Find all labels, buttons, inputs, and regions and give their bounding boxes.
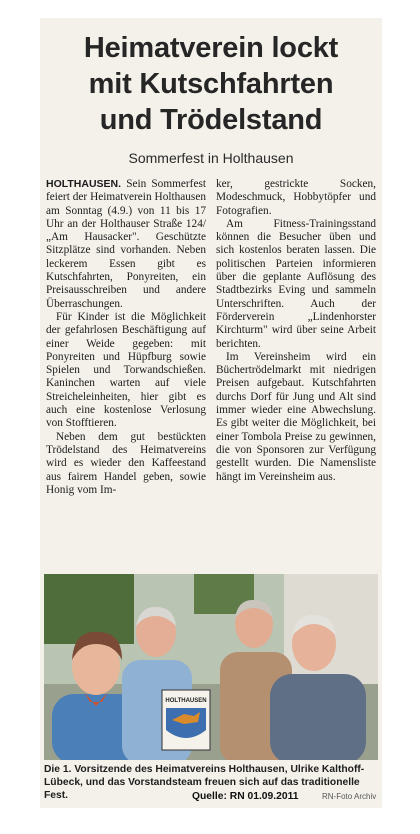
paragraph: Im Vereinsheim wird ein Büchertrödelmarkt mit niedrigen Preisen aufgebaut. Kutschfahrten durchs Dorf für Jung und Alt sind immer wieder eine Abwechslung. Es gibt weiter die Möglichkeit, bei einer Tombola Preise zu gewinnen, die von Sponsoren zur Verfügung gestellt wurden. Die Namensliste hängt im Vereinsheim aus. <box>216 350 376 483</box>
subheadline: Sommerfest in Holthausen <box>128 150 294 166</box>
photo-credit: RN-Foto Archiv <box>322 792 377 801</box>
paragraph: Am Fitness-Trainingsstand können die Besucher üben und sich kostenlos beraten lassen. Die politischen Parteien informieren über die geplante Auflösung des Stadtbezirks Eving und sammeln Unterschriften. Auch der Förderverein „Lindenhorster Kirchturm" wird über seine Arbeit berichten. <box>216 217 376 350</box>
headline-line-1: Heimatverein lockt <box>83 32 339 64</box>
article-column-2 <box>216 178 376 562</box>
group-photo <box>44 574 378 760</box>
photo-caption: Die 1. Vorsitzende des Heimatvereins Holthausen, Ulrike Kalthoff-Lübeck, und das Vorstandsteam freuen sich auf das traditionelle Fest. <box>44 764 365 801</box>
article-body <box>46 178 376 562</box>
source-note: Quelle: RN 01.09.2011 <box>192 791 299 802</box>
paragraph <box>46 178 206 311</box>
dateline: HOLTHAUSEN. <box>46 178 122 190</box>
paragraph: Für Kinder ist die Möglichkeit der gefahrlosen Beschäftigung auf einer Weide gegeben: mit Ponyreiten und Hüpfburg sowie Spielen und Torwandschießen. Kaninchen warten auf viele Streicheleinheiten, hier gibt es auch eine kostenlose Verlosung von Stofftieren. <box>46 310 206 430</box>
headline-line-3: und Trödelstand <box>99 104 323 136</box>
headline-line-2: mit Kutschfahrten <box>88 68 334 100</box>
paragraph-text: Sein Sommerfest feiert der Heimatverein Holthausen am Sonntag (4.9.) von 11 bis 17 Uhr an der Holthauser Straße 124/ „Am Hausacker". Geschützte Sitzplätze sind vorhanden. Neben leckerem Essen gibt es Kutschfahrten, Ponyreiten, ein Preisausschreiben und andere Überraschungen. <box>46 178 206 310</box>
shield-banner-text: HOLTHAUSEN <box>165 698 207 704</box>
article-column-1 <box>46 178 206 562</box>
newspaper-clipping <box>40 18 382 808</box>
headline <box>40 30 382 138</box>
paragraph: Neben dem gut bestückten Trödelstand des Heimatvereins wird es wieder den Kaffeestand aus fairem Handel geben, sowie Honig vom Im- <box>46 430 206 496</box>
paragraph: ker, gestrickte Socken, Modeschmuck, Hobbytöpfer und Fotografien. <box>216 178 376 217</box>
group-photo-illustration <box>44 574 378 760</box>
